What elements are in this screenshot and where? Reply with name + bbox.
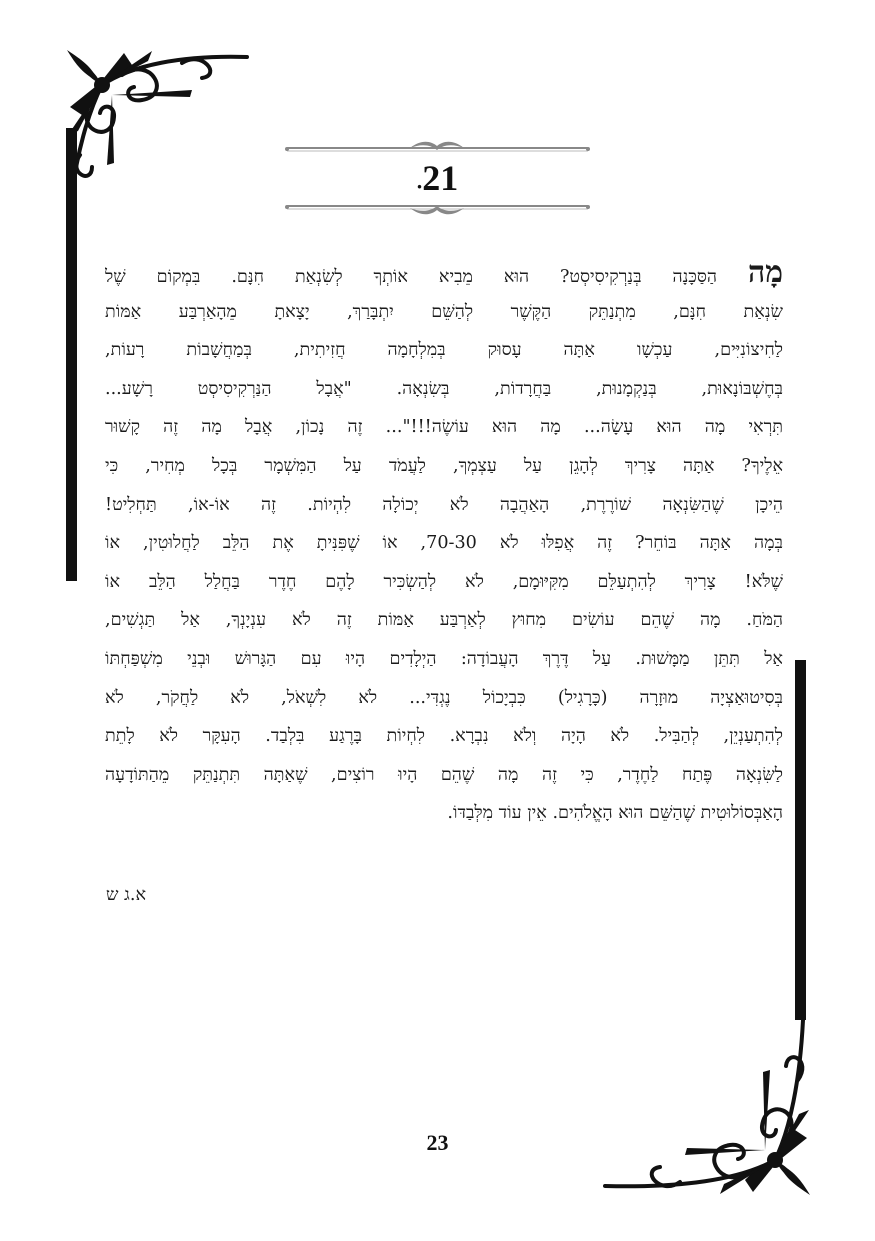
decorative-rule-bottom bbox=[285, 202, 590, 216]
text-line-13: לְהִתְעַנְיֵן, לְהַבִּיל. לֹא הָיָה וְלֹא נִבְרָא. לִחְיוֹת בָּרֶגַע בִּלְבַד. הָעִקָּר לֹא לָתֵת bbox=[105, 726, 783, 747]
text-line-4: בְּחֶשְׁבּוֹנָאוּת, בְּנַקְמָנוּת, בַּחֲרָדוֹת, בְּשִׂנְאָה. "אֲבָל הַנַּרְקִיסִיסְט רָשָׁע... bbox=[105, 378, 783, 399]
corner-ornament-bottom-right bbox=[600, 1000, 815, 1200]
chapter-heading bbox=[285, 140, 590, 220]
frame-bar-left bbox=[66, 128, 77, 581]
chapter-marker: . bbox=[416, 168, 423, 194]
text-line-15: הָאַבְּסוֹלוּטִית שֶׁהַשֵּׁם הוּא הָאֱלֹהִים. אֵין עוֹד מִלְּבַדּוֹ. bbox=[447, 803, 783, 824]
text-line-10: הַמֹּחַ. מָה שֶׁהֵם עוֹשִׂים מִחוּץ לְאַרְבַּע אַמּוֹת זֶה לֹא עִנְיָנְךָ, אַל תַּגְשִׁים, bbox=[105, 610, 783, 631]
author-signature: א.ג ש bbox=[106, 885, 147, 905]
text-line-8: בְּמָה אַתָּה בּוֹחֵר? זֶה אֲפִלּוּ לֹא 70-30, אוֹ שֶׁפִּנִּיתָ אֶת הַלֵּב לַחֲלוּטִין, אוֹ bbox=[105, 533, 783, 554]
text-line-7: הֵיכָן שֶׁהַשִּׂנְאָה שׁוֹרֶרֶת, הָאַהֲבָה לֹא יְכוֹלָה לִהְיוֹת. זֶה אוֹ-אוֹ, תַּחְלִיט! bbox=[105, 494, 783, 515]
text-line-9: שֶׁלֹּא! צָרִיךְ לְהִתְעַלֵּם מִקִּיּוּמָם, לֹא לְהַשְׂכִּיר לָהֶם חֶדֶר בַּחֲלַל הַלֵּב אוֹ bbox=[105, 571, 783, 592]
text-line-5: תִּרְאִי מָה הוּא עָשָׂה... מָה הוּא עוֹשֶׂה!!!"... זֶה נָכוֹן, אֲבָל מָה זֶה קָשׁוּר bbox=[105, 417, 783, 438]
decorative-rule-top bbox=[285, 140, 590, 154]
corner-ornament-top-left bbox=[62, 45, 252, 195]
page-number: 23 bbox=[426, 1130, 449, 1155]
drop-word: מָה bbox=[747, 255, 783, 290]
text-line-2: שִׂנְאַת חִנָּם, מִתְנַתֵּק הַקֶּשֶׁר לְהַשֵּׁם יִתְבָּרַךְ, יָצָאתָ מֵהָאַרְבַּע אַמּוֹת bbox=[105, 301, 783, 322]
text-line-11: אַל תִּתֵּן מַמָּשׁוּת. עַל דֶּרֶךְ הָעֲבוֹדָה: הַיְלָדִים הָיוּ עִם הַגָּרוּשׁ וּבְנֵי מִשְׁפַּחְתּוֹ bbox=[105, 648, 783, 669]
body-text bbox=[105, 254, 783, 833]
text-line-12: בְּסִיטוּאַצְיָה מוּזָרָה (כָּרָגִיל) כִּבְיָכוֹל נֶגְדִּי... לֹא לִשְׁאֹל, לֹא לַחֲקֹר, לֹא bbox=[105, 687, 783, 708]
text-line-3: לַחִיצוֹנִיִּים, עַכְשָׁו אַתָּה עָסוּק בְּמִלְחָמָה חֲזִיתִית, בְּמַחֲשָׁבוֹת רָעוֹת, bbox=[105, 340, 783, 361]
frame-bar-right bbox=[795, 660, 806, 1020]
text-line-6: אֵלֶיךָ? אַתָּה צָרִיךְ לְהָגֵן עַל עַצְמְךָ, לַעֲמֹד עַל הַמִּשְׁמָר בְּכָל מְחִיר, כִּי bbox=[105, 455, 783, 476]
text-line-1: מָה הַסַּכָּנָה בְּנַרְקִיסִיסְט? הוּא מֵבִיא אוֹתְךָ לְשִׂנְאַת חִנָּם. בִּמְקוֹם שֶׁל bbox=[105, 255, 783, 290]
chapter-number: .21 bbox=[416, 158, 459, 198]
text-line-14: לַשִּׂנְאָה פֶּתַח לַחֶדֶר, כִּי זֶה מָה שֶׁהֵם הָיוּ רוֹצִים, שֶׁאַתָּה תִּתְנַתֵּק מֵהַתּוֹדָעָה bbox=[105, 764, 783, 785]
